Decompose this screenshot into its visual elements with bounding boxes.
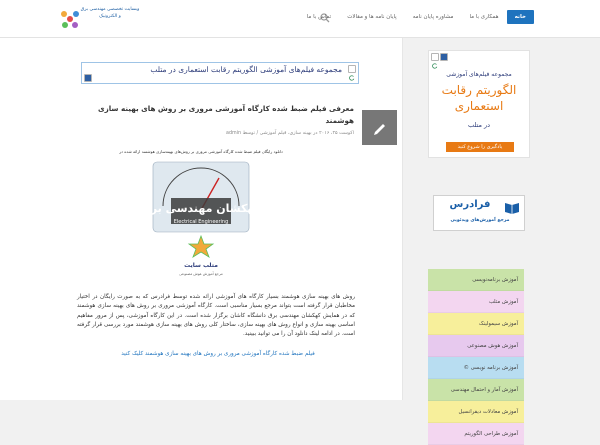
faradars-tagline: مرجع آموزش‌های ویدئویی <box>450 218 510 223</box>
sidebar-ad-line2: الگوریتم رقابت استعماری <box>441 83 517 113</box>
course-link[interactable]: آموزش برنامه نویسی © <box>428 357 524 379</box>
course-link[interactable]: آموزش متلب <box>428 291 524 313</box>
course-link[interactable]: آموزش هوش مصنوعی <box>428 335 524 357</box>
book-icon <box>504 200 520 214</box>
course-link[interactable]: آموزش سیمولینک <box>428 313 524 335</box>
nav-home[interactable]: خانه <box>507 10 534 24</box>
ad-banner-text: مجموعه فیلم‌های آموزشی الگوریتم رقابت استعماری در متلب <box>150 65 342 74</box>
image-brand: متلب سایت <box>184 262 218 269</box>
faradars-name: فرادرس <box>449 199 491 210</box>
course-link-list <box>428 269 524 445</box>
post-format-badge <box>362 110 397 145</box>
nav-theses-articles[interactable]: پایان نامه ها و مقالات <box>347 14 397 20</box>
faradars-banner[interactable] <box>433 195 525 231</box>
course-link[interactable]: آموزش معادلات دیفرانسیل <box>428 401 524 423</box>
image-caption-top: دانلود رایگان فیلم ضبط شده کارگاه آموزشی مروری بر روش‌های بهینه‌سازی هوشمند ارائه شده در <box>119 149 283 154</box>
sidebar-ad[interactable] <box>428 50 530 158</box>
image-subtitle: مرجع آموزش هوش مصنوعی <box>179 272 223 276</box>
logo-star-icon <box>61 11 79 28</box>
top-ad-banner[interactable] <box>81 62 359 84</box>
nav-contact[interactable]: تماس با ما <box>306 14 332 20</box>
pencil-icon <box>362 110 397 145</box>
sidebar-ad-line3: در متلب <box>467 121 491 129</box>
course-link[interactable]: آموزش آمار و احتمال مهندسی <box>428 379 524 401</box>
post-meta: اکوست ۲۵، ۲۰۱۶ در بهینه سازی، فیلم آموزشی / توسط admin <box>226 131 354 136</box>
logo-text: وبسایت تخصصی مهندسی برق و الکترونیک <box>80 7 140 19</box>
sidebar-ad-line1: مجموعه فیلم‌های آموزشی <box>446 71 512 78</box>
sidebar <box>403 38 600 437</box>
nav-cooperation[interactable]: همکاری با ما <box>469 14 499 20</box>
refresh-icon[interactable] <box>348 65 356 73</box>
refresh-icon[interactable] <box>431 53 439 61</box>
image-title-en: Electrical Engineering <box>173 219 229 225</box>
post-download-link[interactable]: فیلم ضبط شده کارگاه آموزشی مروری بر روش های بهینه سازی هوشمند کلیک کنید <box>121 351 315 357</box>
course-link[interactable]: آموزش برنامه‌نویسی <box>428 269 524 291</box>
ad-info-icon[interactable] <box>84 74 92 82</box>
post-featured-image <box>119 146 283 278</box>
main-navigation <box>299 10 534 24</box>
post-title[interactable]: معرفی فیلم ضبط شده کارگاه آموزشی مروری بر روش های بهینه سازی هوشمند <box>97 104 354 125</box>
image-title-fa: کهکشان مهندسی برق <box>140 202 262 215</box>
sidebar-ad-button[interactable]: یادگیری را شروع کنید <box>446 142 514 152</box>
ad-info-icon[interactable] <box>440 53 448 61</box>
site-header <box>0 0 600 38</box>
nav-thesis-consulting[interactable]: مشاوره پایان نامه <box>412 14 454 20</box>
post-body: روش های بهینه سازی هوشمند بسیار کارگاه های آموزشی ارائه شده توسط فرادرس که به صورت رایگان در اختیار مخاطبان قرار گرفته است بتواند مرجع بسیار مناسبی است. کارگاه آموزشی مروری بر روش های بهینه سازی هوشمند که در همایش کهکشان مهندسی برق دانشگاه کاشان برگزار شده است. در این کارگاه آموزشی، پس از مرور مفاهیم اساسی بهینه سازی و انواع روش های بهینه سازی، ساختار کلی روش های بهینه سازی هوشمند مورد بررسی قرار گرفته است. در ادامه لینک دانلود آن را می توانید ببینید. <box>77 294 355 338</box>
course-link[interactable]: آموزش طراحی الگوریتم <box>428 423 524 445</box>
